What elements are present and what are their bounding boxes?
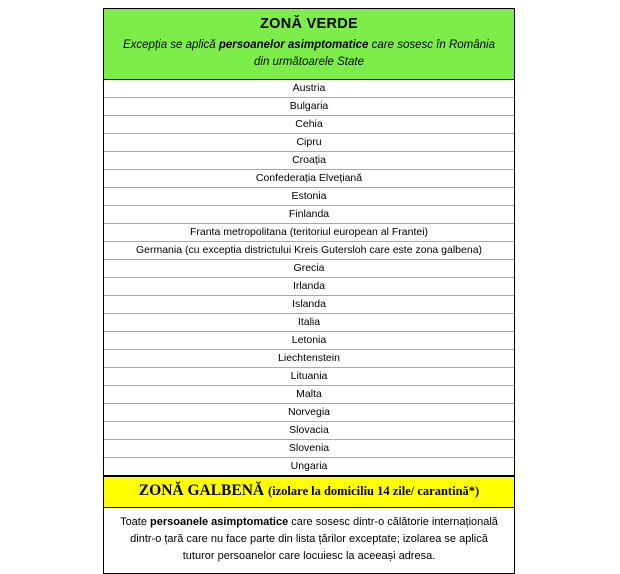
list-item: Austria: [104, 80, 514, 98]
yellow-body-text-1: Toate: [120, 516, 151, 528]
list-item: Finlanda: [104, 206, 514, 224]
green-zone-header: [104, 9, 514, 80]
list-item: Confederația Elvețiană: [104, 170, 514, 188]
list-item: Lituania: [104, 368, 514, 386]
list-item: Ungaria: [104, 458, 514, 476]
list-item: Malta: [104, 386, 514, 404]
yellow-zone-body: [104, 508, 514, 573]
yellow-zone-header: [104, 476, 514, 508]
zones-table: [103, 8, 515, 574]
list-item: Letonia: [104, 332, 514, 350]
green-subtitle-emphasis: persoanelor asimptomatice: [218, 39, 369, 51]
green-zone-title: ZONĂ VERDE: [259, 16, 359, 32]
yellow-zone-title: [114, 481, 504, 501]
yellow-body-text-2: care sosesc dintr-o călătorie internațională dintr-o țară care nu face parte din lista țărilor exceptate; izolarea se aplică tuturor persoanelor care locuiesc la aceeași adresa.: [130, 516, 498, 562]
list-item: Slovenia: [104, 440, 514, 458]
country-list: [104, 80, 514, 476]
list-item: Bulgaria: [104, 98, 514, 116]
yellow-body-emphasis: persoanele asimptomatice: [150, 516, 289, 528]
green-subtitle-text-2: care sosesc în România din următoarele State: [254, 39, 495, 68]
green-subtitle-text-1: Excepția se aplică: [122, 39, 219, 51]
list-item: Italia: [104, 314, 514, 332]
list-item: Irlanda: [104, 278, 514, 296]
yellow-title-main: ZONĂ GALBENĂ: [138, 482, 268, 499]
yellow-title-sub: (izolare la domiciliu 14 zile/ carantină*): [267, 484, 480, 498]
list-item: Estonia: [104, 188, 514, 206]
list-item: Slovacia: [104, 422, 514, 440]
list-item: Islanda: [104, 296, 514, 314]
list-item: Germania (cu exceptia districtului Kreis Gutersloh care este zona galbena): [104, 242, 514, 260]
list-item: Norvegia: [104, 404, 514, 422]
list-item: Liechtenstein: [104, 350, 514, 368]
list-item: Croația: [104, 152, 514, 170]
list-item: Franta metropolitana (teritoriul european al Frantei): [104, 224, 514, 242]
green-zone-subtitle: [112, 37, 506, 71]
list-item: Grecia: [104, 260, 514, 278]
list-item: Cehia: [104, 116, 514, 134]
list-item: Cipru: [104, 134, 514, 152]
